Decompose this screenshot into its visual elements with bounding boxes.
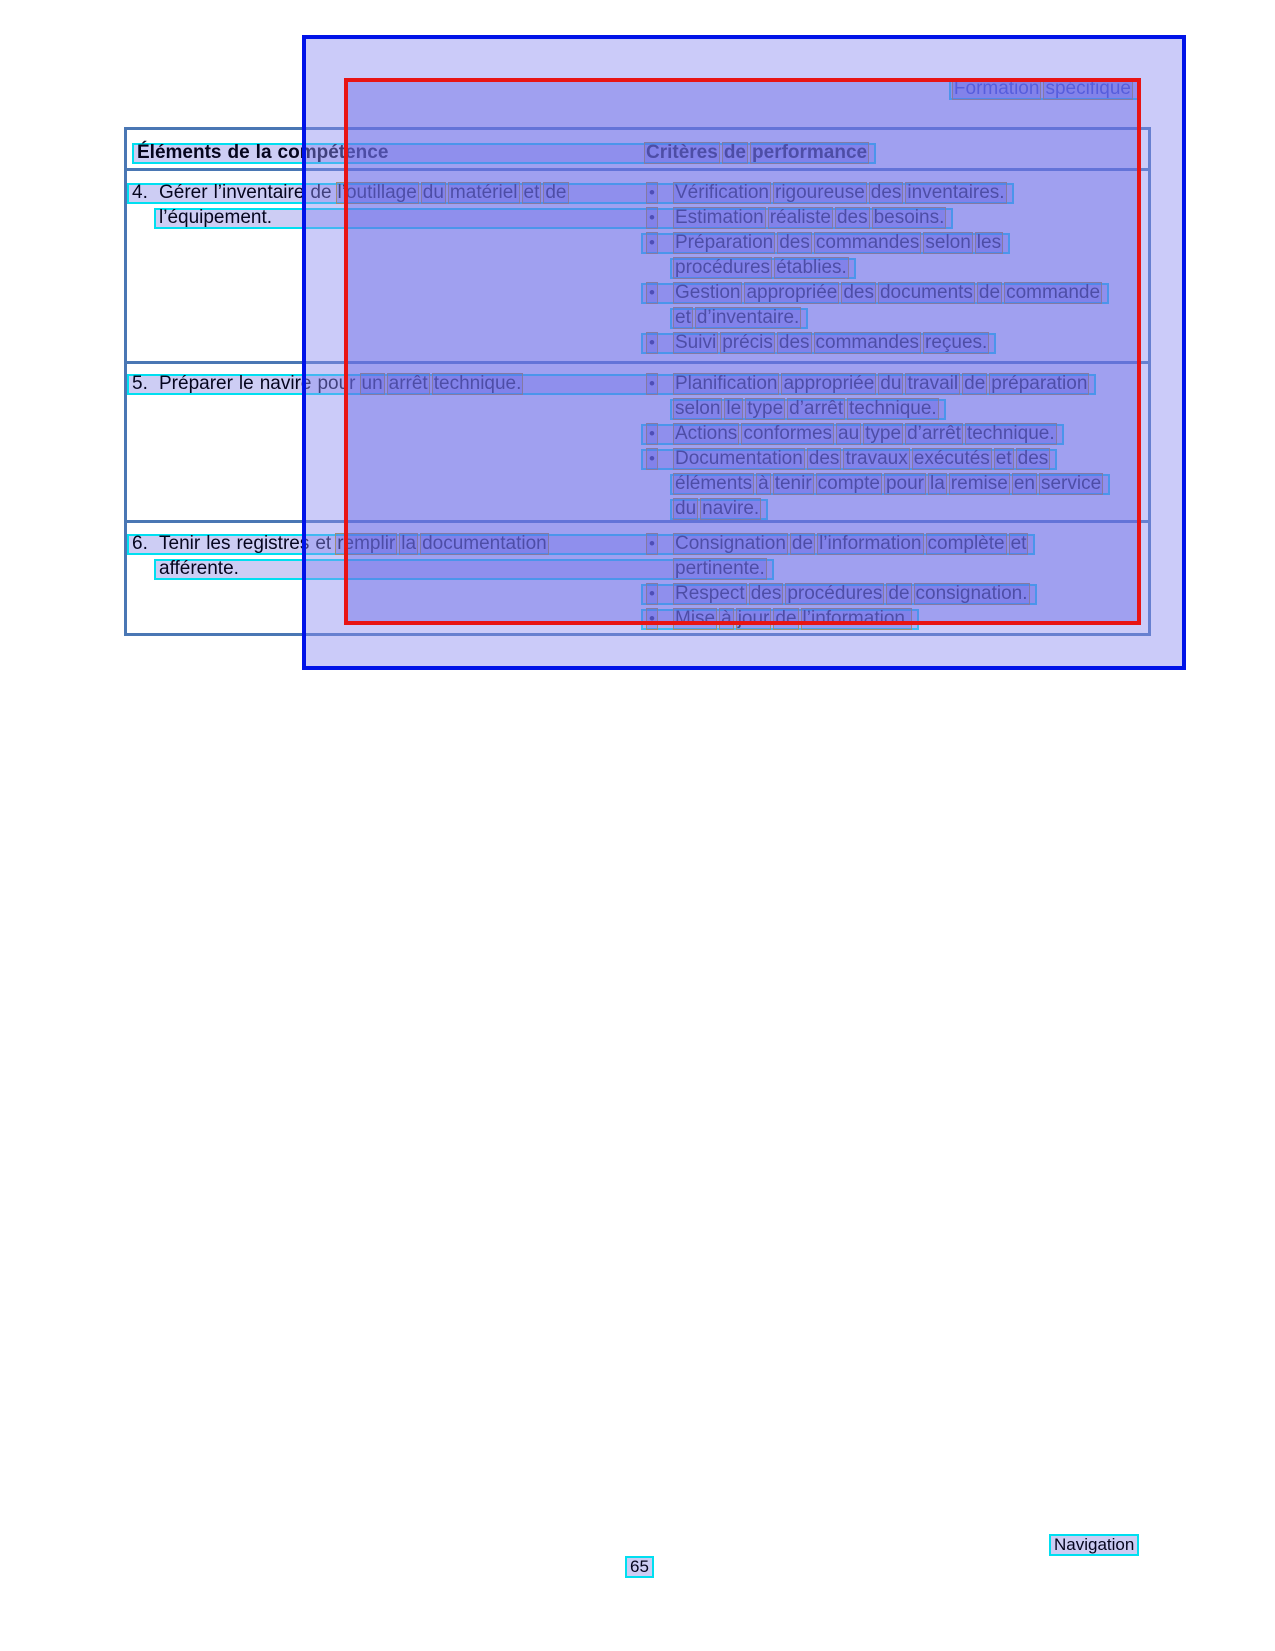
word: type <box>747 398 784 419</box>
word: appropriée <box>746 282 838 303</box>
word: des <box>843 282 874 303</box>
word: exécutés <box>913 448 990 469</box>
word: Éléments <box>137 142 222 163</box>
word: un <box>361 373 383 394</box>
word: • <box>649 534 655 553</box>
word: documents <box>879 282 973 303</box>
word: arrêt <box>388 373 428 394</box>
word: Consignation <box>675 533 786 554</box>
word: des <box>808 448 840 469</box>
word: • <box>649 449 655 468</box>
word: type <box>865 423 902 444</box>
word: Préparer <box>159 373 233 394</box>
word: la <box>255 142 272 163</box>
word: inventaires. <box>907 182 1005 203</box>
word: d’inventaire. <box>696 307 800 328</box>
table-header-divider <box>124 168 1151 171</box>
word: Actions <box>675 423 738 444</box>
word: de <box>888 583 910 604</box>
word: l’équipement. <box>159 207 273 228</box>
word: remise <box>950 473 1008 494</box>
word: des <box>778 332 810 353</box>
table-row-divider <box>124 361 1151 364</box>
word: afférente. <box>159 558 239 579</box>
word: travaux <box>845 448 908 469</box>
word: l’information <box>819 533 922 554</box>
word: Mise <box>675 608 716 629</box>
word: conformes <box>743 423 833 444</box>
word: tenir <box>774 473 812 494</box>
word: consignation. <box>915 583 1028 604</box>
word: réaliste <box>769 207 831 228</box>
word: de <box>545 182 567 203</box>
word: technique. <box>849 398 937 419</box>
word: l’information. <box>802 608 911 629</box>
page-title <box>953 79 1136 99</box>
word: • <box>649 609 655 628</box>
word: de <box>775 608 797 629</box>
word: la <box>401 533 417 554</box>
word: de <box>978 282 1001 303</box>
word: d’arrêt <box>789 398 843 419</box>
word: le <box>726 398 742 419</box>
text-line <box>0 79 1275 99</box>
word: des <box>779 232 810 253</box>
word: Préparation <box>675 232 774 253</box>
word: rigoureuse <box>775 182 865 203</box>
word: registres <box>236 533 310 554</box>
word: et <box>675 307 691 328</box>
word: les <box>976 232 1002 253</box>
word: 6. <box>132 533 148 554</box>
word: Gérer <box>159 182 208 203</box>
word: du <box>675 498 697 519</box>
competency-table-frame <box>124 127 1151 636</box>
word: remplir <box>337 533 396 554</box>
word: • <box>649 233 655 252</box>
word: des <box>870 182 902 203</box>
word: et <box>1010 533 1027 554</box>
word: 4. <box>132 182 148 203</box>
word: procédures <box>787 583 883 604</box>
word: travail <box>907 373 959 394</box>
word: précis <box>722 332 773 353</box>
word: navire. <box>702 498 760 519</box>
word: commande <box>1006 282 1101 303</box>
word: des <box>750 583 782 604</box>
word: l’outillage <box>337 182 417 203</box>
word: des <box>1017 448 1049 469</box>
word: • <box>649 183 655 202</box>
word: pour <box>885 473 924 494</box>
word: Documentation <box>675 448 803 469</box>
word: Vérification <box>675 182 769 203</box>
word: et <box>523 182 540 203</box>
word: Estimation <box>675 207 764 228</box>
word: Respect <box>675 583 745 604</box>
word: selon <box>675 398 721 419</box>
word: performance <box>752 142 868 163</box>
word: de <box>227 142 250 163</box>
word: le <box>238 373 254 394</box>
word: du <box>880 373 902 394</box>
word: • <box>649 208 655 227</box>
word: complète <box>927 533 1005 554</box>
word: besoins. <box>873 207 945 228</box>
word: spécifique <box>1045 78 1131 99</box>
word: • <box>649 374 655 393</box>
page-number: 65 <box>625 1556 654 1578</box>
word: éléments <box>675 473 753 494</box>
word: reçues. <box>925 332 988 353</box>
word: • <box>649 584 655 603</box>
word: • <box>649 283 655 302</box>
word: commandes <box>815 232 920 253</box>
word: et <box>315 533 332 554</box>
word: Suivi <box>675 332 717 353</box>
word: pour <box>317 373 356 394</box>
word: Critères <box>646 142 718 163</box>
word: selon <box>925 232 971 253</box>
word: d’arrêt <box>907 423 961 444</box>
word: jour <box>737 608 770 629</box>
word: technique. <box>433 373 522 394</box>
word: la <box>930 473 945 494</box>
word: l’inventaire <box>213 182 305 203</box>
word: et <box>995 448 1012 469</box>
word: à <box>758 473 769 494</box>
word: du <box>422 182 444 203</box>
word: navire <box>259 373 312 394</box>
word: à <box>721 608 732 629</box>
word: • <box>649 424 655 443</box>
word: technique. <box>966 423 1055 444</box>
word: de <box>310 182 332 203</box>
word: Planification <box>675 373 778 394</box>
word: • <box>649 333 655 352</box>
word: 5. <box>132 373 148 394</box>
word: matériel <box>449 182 518 203</box>
footer-section-label: Navigation <box>1049 1534 1139 1556</box>
word: compétence <box>277 142 389 163</box>
word: de <box>964 373 986 394</box>
word: pertinente. <box>675 558 765 579</box>
word: Tenir <box>159 533 201 554</box>
word: les <box>206 533 231 554</box>
word: Gestion <box>675 282 741 303</box>
word: service <box>1040 473 1102 494</box>
word: des <box>836 207 868 228</box>
word: documentation <box>422 533 547 554</box>
word: établies. <box>776 257 847 278</box>
word: de <box>791 533 814 554</box>
word: au <box>838 423 860 444</box>
word: préparation <box>991 373 1088 394</box>
word: procédures <box>675 257 771 278</box>
word: appropriée <box>783 373 875 394</box>
table-row-divider <box>124 520 1151 523</box>
word: compte <box>817 473 880 494</box>
word: Formation <box>953 78 1040 99</box>
word: de <box>723 142 747 163</box>
word: commandes <box>815 332 920 353</box>
word: en <box>1013 473 1035 494</box>
